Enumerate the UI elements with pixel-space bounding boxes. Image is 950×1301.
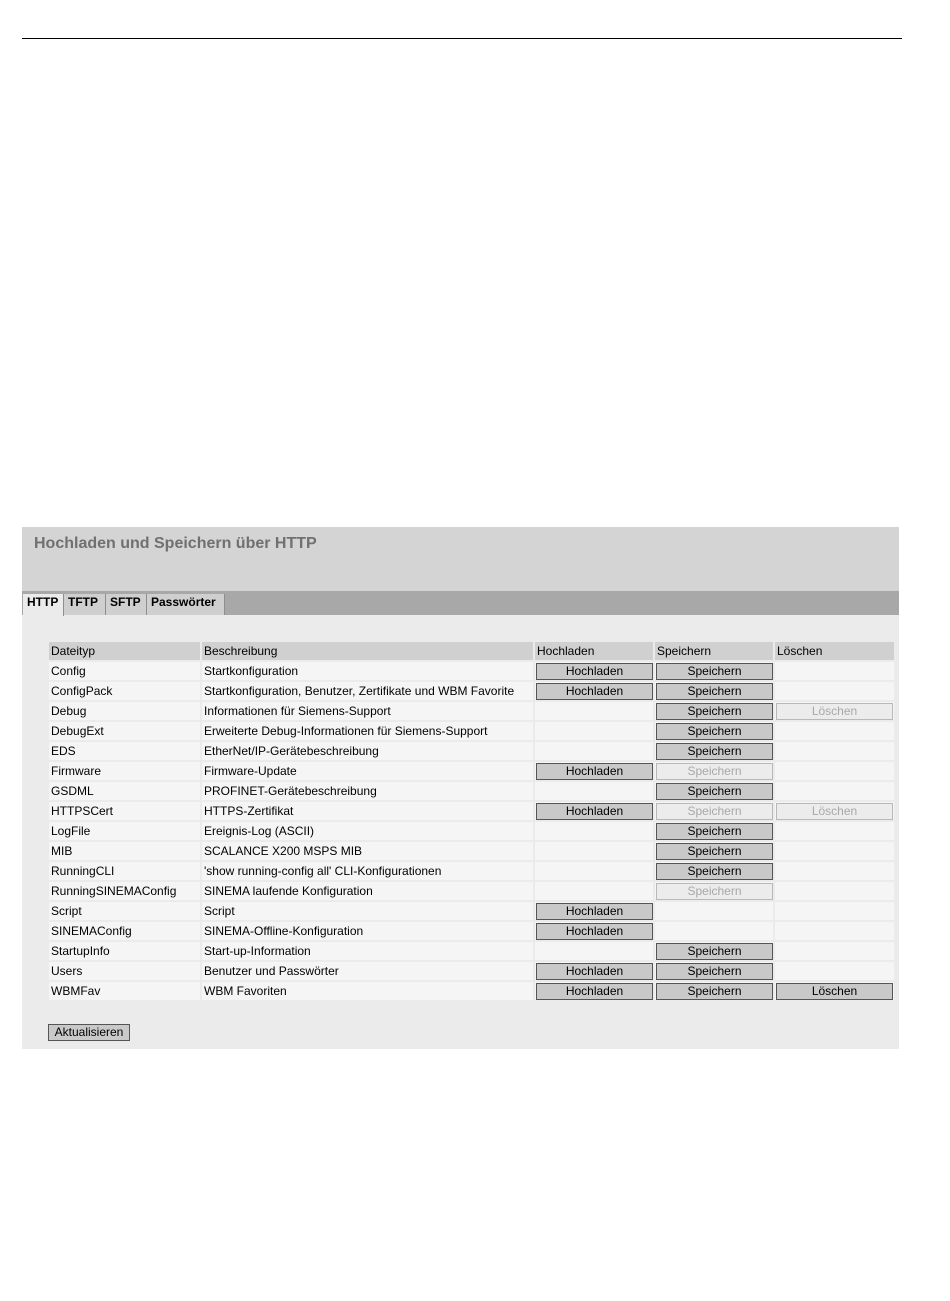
save-button[interactable]: Speichern xyxy=(656,723,773,740)
header-loeschen: Löschen xyxy=(775,642,894,660)
cell-delete xyxy=(775,962,894,980)
cell-upload xyxy=(535,822,653,840)
table-row xyxy=(49,842,894,860)
cell-save xyxy=(655,962,773,980)
file-table xyxy=(47,640,896,1002)
cell-delete xyxy=(775,762,894,780)
cell-beschreibung: SCALANCE X200 MSPS MIB xyxy=(202,842,533,860)
refresh-button[interactable]: Aktualisieren xyxy=(48,1024,130,1041)
table-row xyxy=(49,662,894,680)
cell-dateityp: RunningSINEMAConfig xyxy=(49,882,200,900)
save-button[interactable]: Speichern xyxy=(656,703,773,720)
cell-dateityp: LogFile xyxy=(49,822,200,840)
table-body xyxy=(49,662,894,1000)
cell-beschreibung: EtherNet/IP-Gerätebeschreibung xyxy=(202,742,533,760)
table-row xyxy=(49,722,894,740)
cell-beschreibung: Erweiterte Debug-Informationen für Siemens-Support xyxy=(202,722,533,740)
cell-save xyxy=(655,662,773,680)
cell-save xyxy=(655,682,773,700)
cell-dateityp: Firmware xyxy=(49,762,200,780)
cell-delete xyxy=(775,782,894,800)
cell-upload xyxy=(535,842,653,860)
save-button[interactable]: Speichern xyxy=(656,943,773,960)
cell-dateityp: Script xyxy=(49,902,200,920)
table-row xyxy=(49,982,894,1000)
cell-upload xyxy=(535,742,653,760)
table-row xyxy=(49,882,894,900)
table-row xyxy=(49,702,894,720)
cell-upload xyxy=(535,862,653,880)
cell-beschreibung: SINEMA laufende Konfiguration xyxy=(202,882,533,900)
cell-save xyxy=(655,902,773,920)
save-button[interactable]: Speichern xyxy=(656,783,773,800)
table-row xyxy=(49,762,894,780)
tab-sftp[interactable]: SFTP xyxy=(106,594,147,615)
cell-upload xyxy=(535,722,653,740)
cell-delete xyxy=(775,742,894,760)
table-row xyxy=(49,782,894,800)
header-speichern: Speichern xyxy=(655,642,773,660)
delete-button[interactable]: Löschen xyxy=(776,983,893,1000)
cell-delete xyxy=(775,802,894,820)
cell-dateityp: EDS xyxy=(49,742,200,760)
cell-upload xyxy=(535,962,653,980)
cell-delete xyxy=(775,942,894,960)
cell-delete xyxy=(775,662,894,680)
http-transfer-panel xyxy=(22,527,899,1049)
header-hochladen: Hochladen xyxy=(535,642,653,660)
cell-save xyxy=(655,942,773,960)
upload-button[interactable]: Hochladen xyxy=(536,983,653,1000)
save-button: Speichern xyxy=(656,803,773,820)
upload-button[interactable]: Hochladen xyxy=(536,803,653,820)
cell-upload xyxy=(535,662,653,680)
cell-beschreibung: 'show running-config all' CLI-Konfigurationen xyxy=(202,862,533,880)
cell-upload xyxy=(535,942,653,960)
cell-beschreibung: SINEMA-Offline-Konfiguration xyxy=(202,922,533,940)
header-dateityp: Dateityp xyxy=(49,642,200,660)
page-title: Hochladen und Speichern über HTTP xyxy=(34,535,317,552)
cell-save xyxy=(655,722,773,740)
cell-dateityp: MIB xyxy=(49,842,200,860)
cell-save xyxy=(655,742,773,760)
upload-button[interactable]: Hochladen xyxy=(536,903,653,920)
cell-beschreibung: Start-up-Information xyxy=(202,942,533,960)
cell-dateityp: Users xyxy=(49,962,200,980)
tab-tftp[interactable]: TFTP xyxy=(64,594,106,615)
cell-beschreibung: Script xyxy=(202,902,533,920)
cell-dateityp: HTTPSCert xyxy=(49,802,200,820)
tab-passwoerter[interactable]: Passwörter xyxy=(147,594,225,615)
cell-save xyxy=(655,922,773,940)
cell-upload xyxy=(535,982,653,1000)
cell-dateityp: DebugExt xyxy=(49,722,200,740)
upload-button[interactable]: Hochladen xyxy=(536,963,653,980)
save-button[interactable]: Speichern xyxy=(656,963,773,980)
cell-delete xyxy=(775,702,894,720)
table-row xyxy=(49,942,894,960)
cell-upload xyxy=(535,882,653,900)
cell-save xyxy=(655,802,773,820)
cell-save xyxy=(655,822,773,840)
table-row xyxy=(49,962,894,980)
cell-dateityp: Debug xyxy=(49,702,200,720)
save-button[interactable]: Speichern xyxy=(656,743,773,760)
table-row xyxy=(49,682,894,700)
cell-beschreibung: Ereignis-Log (ASCII) xyxy=(202,822,533,840)
cell-delete xyxy=(775,842,894,860)
table-row xyxy=(49,802,894,820)
table-row xyxy=(49,822,894,840)
save-button[interactable]: Speichern xyxy=(656,863,773,880)
table-row xyxy=(49,902,894,920)
cell-dateityp: GSDML xyxy=(49,782,200,800)
save-button[interactable]: Speichern xyxy=(656,823,773,840)
cell-beschreibung: WBM Favoriten xyxy=(202,982,533,1000)
cell-upload xyxy=(535,762,653,780)
cell-save xyxy=(655,782,773,800)
cell-dateityp: Config xyxy=(49,662,200,680)
save-button[interactable]: Speichern xyxy=(656,663,773,680)
cell-save xyxy=(655,702,773,720)
cell-beschreibung: HTTPS-Zertifikat xyxy=(202,802,533,820)
table-row xyxy=(49,922,894,940)
upload-button[interactable]: Hochladen xyxy=(536,763,653,780)
cell-beschreibung: PROFINET-Gerätebeschreibung xyxy=(202,782,533,800)
table-header-row xyxy=(49,642,894,660)
cell-delete xyxy=(775,822,894,840)
cell-dateityp: WBMFav xyxy=(49,982,200,1000)
cell-delete xyxy=(775,722,894,740)
save-button[interactable]: Speichern xyxy=(656,983,773,1000)
cell-beschreibung: Informationen für Siemens-Support xyxy=(202,702,533,720)
cell-dateityp: StartupInfo xyxy=(49,942,200,960)
save-button: Speichern xyxy=(656,883,773,900)
cell-beschreibung: Startkonfiguration, Benutzer, Zertifikate und WBM Favorite xyxy=(202,682,533,700)
cell-delete xyxy=(775,922,894,940)
table-row xyxy=(49,862,894,880)
top-rule xyxy=(22,38,902,39)
cell-save xyxy=(655,982,773,1000)
cell-dateityp: RunningCLI xyxy=(49,862,200,880)
header-beschreibung: Beschreibung xyxy=(202,642,533,660)
upload-button[interactable]: Hochladen xyxy=(536,923,653,940)
delete-button: Löschen xyxy=(776,803,893,820)
cell-save xyxy=(655,862,773,880)
save-button: Speichern xyxy=(656,763,773,780)
cell-save xyxy=(655,762,773,780)
cell-beschreibung: Startkonfiguration xyxy=(202,662,533,680)
cell-upload xyxy=(535,782,653,800)
cell-delete xyxy=(775,682,894,700)
table-row xyxy=(49,742,894,760)
save-button[interactable]: Speichern xyxy=(656,843,773,860)
cell-upload xyxy=(535,802,653,820)
tab-http[interactable]: HTTP xyxy=(23,594,64,616)
cell-dateityp: ConfigPack xyxy=(49,682,200,700)
cell-delete xyxy=(775,862,894,880)
cell-upload xyxy=(535,902,653,920)
upload-button[interactable]: Hochladen xyxy=(536,683,653,700)
cell-delete xyxy=(775,902,894,920)
page-header xyxy=(22,527,899,591)
save-button[interactable]: Speichern xyxy=(656,683,773,700)
cell-delete xyxy=(775,882,894,900)
cell-dateityp: SINEMAConfig xyxy=(49,922,200,940)
cell-upload xyxy=(535,702,653,720)
delete-button: Löschen xyxy=(776,703,893,720)
cell-save xyxy=(655,842,773,860)
cell-upload xyxy=(535,682,653,700)
upload-button[interactable]: Hochladen xyxy=(536,663,653,680)
cell-beschreibung: Benutzer und Passwörter xyxy=(202,962,533,980)
cell-delete xyxy=(775,982,894,1000)
cell-beschreibung: Firmware-Update xyxy=(202,762,533,780)
cell-save xyxy=(655,882,773,900)
cell-upload xyxy=(535,922,653,940)
